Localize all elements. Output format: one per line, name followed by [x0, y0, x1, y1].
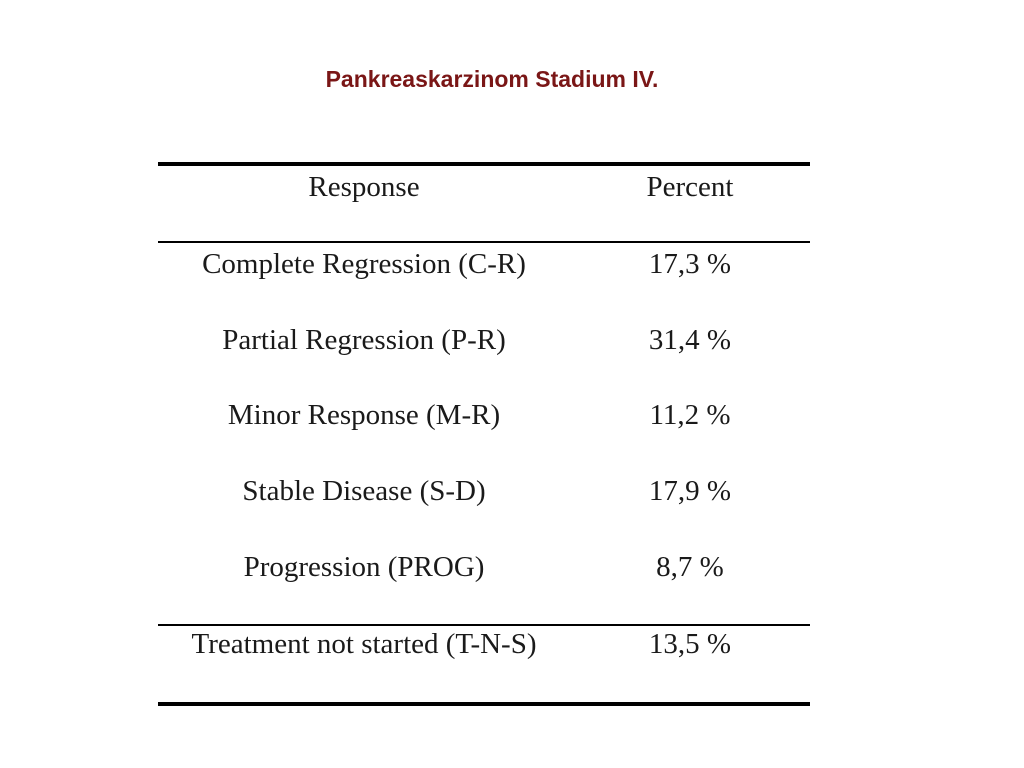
header-response: Response: [308, 171, 420, 203]
table-top-rule: [158, 162, 810, 166]
header-percent: Percent: [646, 171, 734, 203]
table-row-percent: 17,9 %: [648, 475, 732, 507]
table-bottom-rule: [158, 702, 810, 706]
table-row-percent: 13,5 %: [648, 628, 732, 660]
summary-rule: [158, 624, 810, 626]
table-row-response: Stable Disease (S-D): [242, 475, 486, 507]
table-row-percent: 8,7 %: [656, 551, 724, 583]
table-row-response: Progression (PROG): [243, 551, 485, 583]
slide-title: Pankreaskarzinom Stadium IV.: [325, 66, 659, 92]
table-row-response: Treatment not started (T-N-S): [191, 628, 537, 660]
table-row-response: Complete Regression (C-R): [202, 248, 526, 280]
table-row-percent: 31,4 %: [648, 324, 732, 356]
table-row-percent: 17,3 %: [648, 248, 732, 280]
table-row-response: Minor Response (M-R): [227, 399, 501, 431]
table-row-percent: 11,2 %: [649, 399, 731, 431]
table-row-response: Partial Regression (P-R): [222, 324, 506, 356]
header-rule: [158, 241, 810, 243]
response-table: [158, 160, 810, 708]
